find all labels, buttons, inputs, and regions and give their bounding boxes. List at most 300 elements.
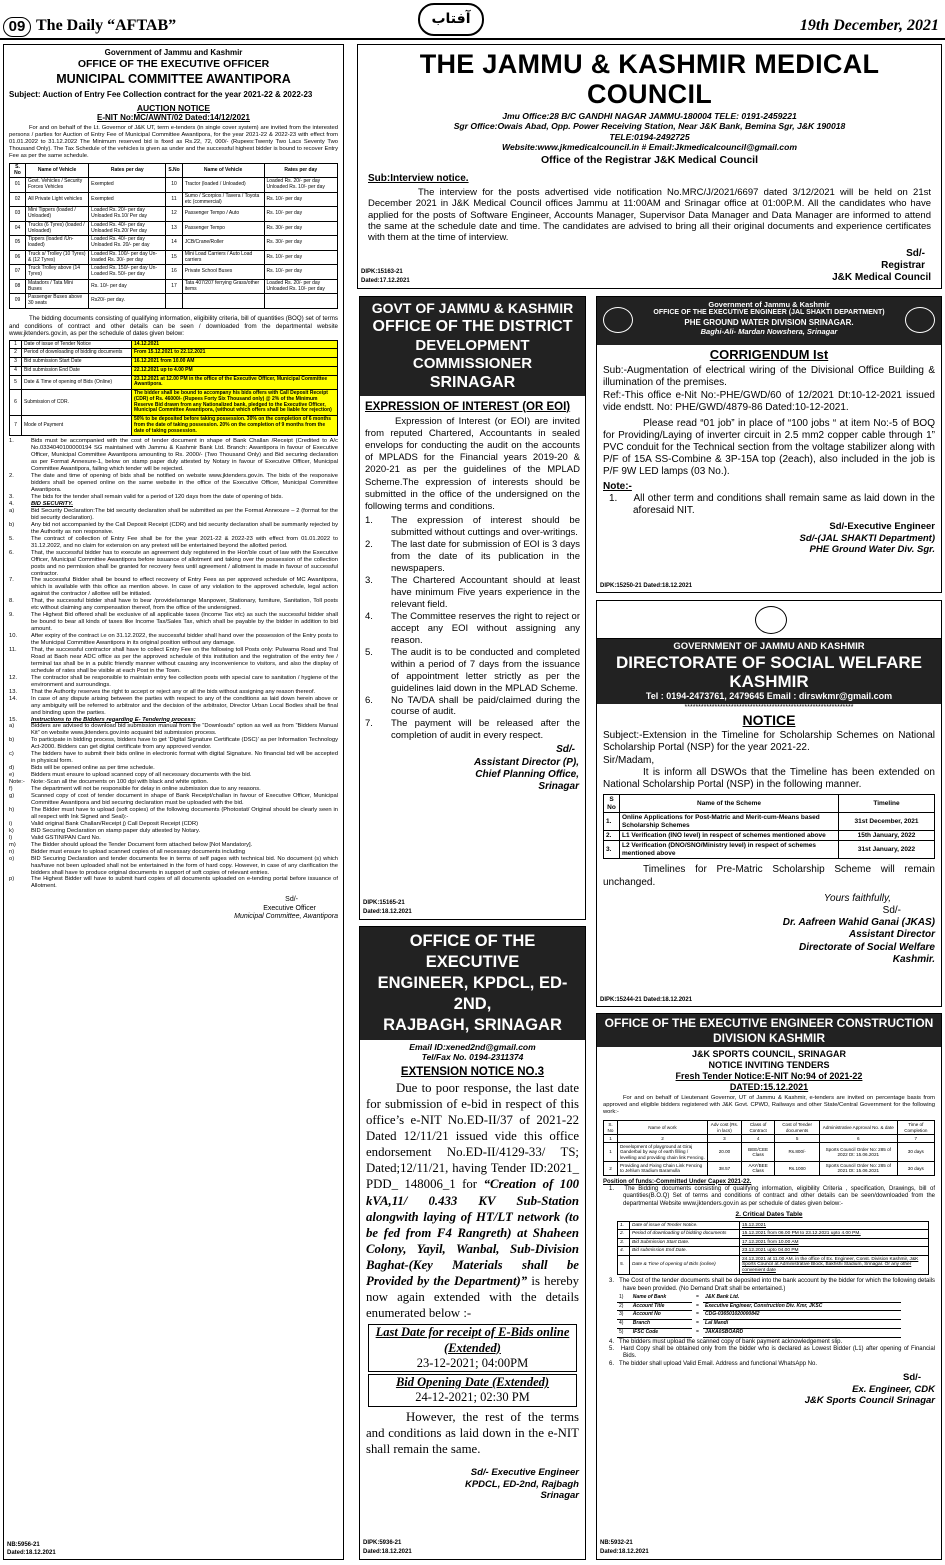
condition-num: a) <box>9 723 15 730</box>
ad5-header <box>597 639 941 704</box>
critical-dates-cell: 15.12.2021 from 06.00 PM to 23.12.2021 upto 4.00 PM. <box>740 1230 929 1239</box>
table-row <box>10 221 338 236</box>
table-row <box>10 416 338 436</box>
eoi-term-item <box>365 539 580 575</box>
vehicle-table-header: Rates per day <box>264 163 338 178</box>
table-row <box>618 1230 929 1239</box>
dates-table-cell: Bid submission End Date <box>22 366 132 375</box>
condition-item <box>9 828 338 835</box>
condition-item <box>9 675 338 689</box>
vehicle-table-header: Rates per day <box>89 163 166 178</box>
table-row <box>617 1328 901 1337</box>
bank-details-cell: Name of Bank <box>631 1294 692 1302</box>
timeline-table-cell: 1. <box>604 813 620 831</box>
eoi-term-item <box>365 647 580 695</box>
ad7-bank-table-wrap <box>617 1294 901 1338</box>
ad3-sign-office: Chief Planning Office, <box>475 768 579 780</box>
vehicle-table-cell: Mini Load Carriers / Auto Load carriers <box>182 250 264 265</box>
critical-dates-cell: 1. <box>618 1221 630 1230</box>
dates-table-cell: 16.12.2021 from 10.00 AM <box>132 358 338 367</box>
bank-details-cell: = <box>695 1294 699 1301</box>
vehicle-table-cell: JCB/Crane/Roller <box>182 236 264 251</box>
ad7-pos: Position of funds:-Committed Under Capex 2021-22. <box>603 1178 752 1185</box>
vehicle-table-cell: 04 <box>10 221 26 236</box>
ad7-p4-wrap <box>603 1339 935 1346</box>
condition-num: 10. <box>9 633 18 640</box>
ad4-ref: Ref:-This office e-Nit No:-PHE/GWD/60 of 12/2021 Dt:10-12-2021 issued vide endstt. No: PHE/GWD/4879-86 Dated:10-12-2021. <box>603 390 935 414</box>
ad5-dipk: DIPK:15244-21 Dated:18.12.2021 <box>600 996 693 1003</box>
ad6-body-wrap <box>366 1080 579 1322</box>
condition-num: p) <box>9 876 15 883</box>
ad1-committee: MUNICIPAL COMMITTEE AWANTIPORA <box>56 71 291 86</box>
ad7-p1: The Bidding documents consisting of qualifying information, eligibility Criteria , specification, Drawings, bill of quantities(B.O.Q) Set of terms and conditions of contract and other details can be seen/downloaded from the departmental Website www.jktenders.gov.in as per schedule of dates given below:- <box>623 1185 935 1207</box>
vehicle-table-cell: Rs. 10/- per day <box>264 192 338 207</box>
condition-num: f) <box>9 786 13 793</box>
table-row <box>604 1162 935 1176</box>
ad1-sign-title: Executive Officer <box>263 904 316 912</box>
ad2-line4: Website:www.jkmedicalcouncil.in # Email:Jkmedicalcouncil@gmail.com <box>502 142 797 153</box>
condition-item <box>9 494 338 501</box>
ad7-h5: Fresh Tender Notice:E-NIT No:94 of 2021-22 <box>675 1071 863 1082</box>
condition-text: Bidders must ensure to upload scanned copy of all necessary documents with the bid. <box>31 772 252 779</box>
vehicle-table-cell: 14 <box>166 236 182 251</box>
eoi-term-text: The Committee reserves the right to reject or accept any EOI without assigning any reason. <box>391 610 580 646</box>
ad3-h1: GOVT OF JAMMU & KASHMIR <box>371 300 574 316</box>
ad7-p6: The bidder shall upload Valid Email. Address and functional WhatsApp No. <box>619 1360 818 1367</box>
vehicle-table-cell: Private School Buses <box>182 265 264 280</box>
condition-text: That, the successful contractor shall have to collect Entry Fee on the following toll Posts only: Pulwama Road and Tral Road at Baoh near ADC office as per the approved schedule of this institution and the registration of the entry fee / terminal tax shall be in a public friendly manner without causing any inconvenience to visitors, and also the display of schedule of rates shall be visible at each Post in the Town. <box>31 647 338 674</box>
condition-num: o) <box>9 855 15 862</box>
condition-item <box>9 508 338 522</box>
condition-num: k) <box>9 827 14 834</box>
condition-text: The contract of collection of Entry Fee shall be for the year 2021-22 & 2022-23 with effect from 01.01.2022 to 31.12.2022, and no claim for extension on any pretext will be entertained beyond the allotted period. <box>31 535 338 549</box>
condition-num: g) <box>9 793 15 800</box>
table-row <box>617 1320 901 1329</box>
ad6-work: “Creation of 100 kVA,11/ 0.433 KV Sub-Station alongwith laying of HT/LT network (to be fed from F4 Rangreth) at Shaheen Colony, Yayil, Wanbal, Sub-Division Baghat-(Key Materials shall be Provided by the Department)” <box>366 1177 579 1289</box>
vehicle-table-cell: Rs. 10/- per day <box>264 207 338 222</box>
works-table-colnum: 5 <box>775 1134 820 1142</box>
vehicle-table-cell: Matadors / Tata Mini Buses <box>26 279 89 294</box>
dates-table-cell: Submission of CDR. <box>22 390 132 416</box>
dates-table-cell: 4 <box>10 366 22 375</box>
ad6-header <box>360 927 585 1040</box>
condition-num: 3. <box>9 494 14 501</box>
vehicle-table-cell: 17 <box>166 279 182 294</box>
ad2-sign-sd: Sd/- <box>906 247 925 259</box>
ad4-h2: OFFICE OF THE EXECUTIVE ENGINEER (JAL SHAKTI DEPARTMENT) <box>653 309 885 317</box>
condition-num: 5. <box>9 535 14 542</box>
condition-num: m) <box>9 841 16 848</box>
condition-item <box>9 793 338 807</box>
eoi-term-num: 3. <box>365 574 373 586</box>
condition-text: Scanned copy of cost of tender document in shape of Bank Receipt/challan in favour of Executive Officer, Municipal Committee Awantipora and bid securing declaration must be uploaded with the bid. <box>31 793 338 806</box>
ad4-sign1: Sd/-Executive Engineer <box>829 521 935 533</box>
condition-item <box>9 779 338 786</box>
works-table-header: Time of Completion <box>897 1121 934 1135</box>
timeline-table-cell: 31st December, 2021 <box>839 813 935 831</box>
works-table-colnum: 3 <box>707 1134 741 1142</box>
table-row <box>10 178 338 193</box>
bank-details-cell: 2) <box>617 1302 631 1311</box>
dates-table-cell: From 15.12.2021 to 22.12.2021 <box>132 349 338 358</box>
condition-text: Bidders are advised to download bid submission manual from the “Downloads” option as well as from “Bidders Manual Kit” on website www.jktenders.gov.into acquaint bid submission process. <box>31 723 338 737</box>
table-row <box>618 1255 929 1275</box>
ad7-dated: Dated:18.12.2021 <box>600 1548 649 1555</box>
ad7-p1-wrap <box>603 1186 935 1208</box>
bank-details-table <box>617 1294 901 1338</box>
critical-dates-cell: Period of downloading of bidding documents <box>630 1230 740 1239</box>
ad5-stars: ************************************************************** <box>684 703 854 711</box>
condition-item <box>9 501 338 508</box>
eoi-term-num: 2. <box>365 538 373 550</box>
ad3-terms-list <box>365 515 580 742</box>
ad4-note1 <box>603 493 935 517</box>
eoi-term-num: 7. <box>365 718 373 730</box>
condition-num: c) <box>9 751 14 758</box>
ad6-body: Due to poor response, the last date for submission of e-bid in respect of this office’s e-NIT No.ED-II/37 of 2021-22 Dated 12/11/21 issued vide this office endorsement No.ED-II/4129-33/ TS; Dated;12/11/21, having Tender ID:2021_ PDD_ 148006_1 for <box>366 1080 579 1192</box>
condition-item <box>9 723 338 737</box>
ad7-header <box>597 1014 941 1047</box>
vehicle-table-cell: Tippers (loaded /Un-loaded) <box>26 236 89 251</box>
table-row <box>10 390 338 416</box>
table-row <box>617 1311 901 1320</box>
critical-dates-cell: Bid Submission Start Date. <box>630 1238 740 1247</box>
condition-item <box>9 612 338 633</box>
ad6-dipk: DIPK:5936-21 <box>363 1539 402 1546</box>
ad7-p4: The bidders must upload the scanned copy of bank payment acknowledgement slip. <box>619 1338 843 1345</box>
ad6-end: However, the rest of the terms and conditions as laid down in the e-NIT shall remain the same. <box>366 1409 579 1456</box>
dates-table-cell: The bidder shall be bound to accompany his bids offers with Call Deposit Receipt (CDR) of Rs. 46000/- (Rupees Forty Six Thousand only) @ 2% of the Minimum Reserve Bid drawn from any Nationalized bank, pledged to the Executive Officer, Municipal Committee Awantipora, (without which offers shall be liable for rejection) <box>132 390 338 416</box>
dates-table-cell: 14.12.2021 <box>132 340 338 349</box>
critical-dates-cell: 23.12.2021 upto 04.00 PM <box>740 1247 929 1256</box>
ad-medical-council <box>357 44 942 289</box>
ad4-body: Please read “01 job” in place of “100 jobs “ at item No:-5 of BOQ for Providing/Laying of inverter circuit in 2.5 mm2 copper cable through 1” PVC conduit for the Technical section from the voltage stabilizer along with P/F of 15A SS-Combine & 3P-15A top (2each), also included in the job is P/F 9W LED lamps (03 No.). <box>603 417 935 478</box>
vehicle-table-header: Name of Vehicle <box>26 163 89 178</box>
works-table-cell: Sports Council Order No: 285 of 2022 Dt: 15.06.2021 <box>819 1143 897 1162</box>
condition-text: The Highest Bidder will have to submit hard copies of all documents uploaded on e-tending portal before issuance of Allotment. <box>31 876 338 890</box>
eoi-term-num: 5. <box>365 646 373 658</box>
ad3-h2: OFFICE OF THE DISTRICT <box>372 318 573 336</box>
condition-item <box>9 856 338 877</box>
condition-num: b) <box>9 521 15 528</box>
ad5-h3: Tel : 0194-2473761, 2479645 Email : dirswkmr@gmail.com <box>645 690 893 701</box>
vehicle-table-cell: Tata 407/207 ferrying Grass/other items <box>182 279 264 294</box>
ad4-sign3: PHE Ground Water Div. Sgr. <box>809 544 935 556</box>
bank-details-cell: 5) <box>617 1328 631 1337</box>
condition-item <box>9 876 338 890</box>
works-table-cell: 2 <box>604 1162 618 1176</box>
bank-details-cell: Account Title <box>631 1302 692 1311</box>
ad1-nb: NB:5956-21 <box>7 1541 40 1548</box>
vehicle-rates-table <box>9 163 338 309</box>
bank-details-cell: J&K Bank Ltd. <box>703 1294 901 1302</box>
vehicle-table-cell: Tractor (loaded / Unloaded) <box>182 178 264 193</box>
condition-item <box>9 849 338 856</box>
vehicle-table-header: Name of Vehicle <box>182 163 264 178</box>
condition-item <box>9 696 338 717</box>
condition-num: 15. <box>9 716 18 723</box>
works-table-header: Adv cost (Rs. in lacs) <box>707 1121 741 1135</box>
eoi-term-text: The Chartered Accountant should at least have minimum Five years experience in the relevant field. <box>391 574 580 610</box>
eoi-term-text: The expression of interest should be submitted without cuttings and over-writings. <box>391 514 580 538</box>
condition-text: BID SECURITY. <box>31 500 73 507</box>
dates-table-cell: 6 <box>10 390 22 416</box>
bank-details-cell: = <box>695 1311 699 1318</box>
ad6-sign1: Sd/- Executive Engineer <box>470 1466 579 1478</box>
ad2-dated: Dated:17.12.2021 <box>361 277 410 284</box>
condition-num: h) <box>9 806 15 813</box>
condition-num: e) <box>9 772 15 779</box>
works-table-colnum: 4 <box>741 1134 774 1142</box>
scholarship-timeline-table <box>603 794 935 859</box>
critical-dates-cell: 3. <box>618 1238 630 1247</box>
ad3-dated: Dated:18.12.2021 <box>363 908 412 915</box>
eoi-term-text: The audit is to be conducted and completed within a period of 7 days from the issuance of appointment letter strictly as per the guidelines laid down in the MPLAD Scheme. <box>391 646 580 694</box>
ad7-h2: DIVISION KASHMIR <box>712 1030 825 1045</box>
ad6-b2-value: 24-12-2021; 02:30 PM <box>415 1390 530 1405</box>
dates-table-cell: 50% to be deposited before taking possession. 30% on the completion of 6 months from the date of taking possession. 20% on the completion of 9 months from the date of taking possession. <box>132 416 338 436</box>
vehicle-table-cell: 16 <box>166 265 182 280</box>
condition-num: 2. <box>9 473 14 480</box>
works-table-cell: 38.57 <box>707 1162 741 1176</box>
vehicle-table-cell: Loaded Rs. 20/- per day Unloaded Rs.10/ Per day <box>89 207 166 222</box>
condition-text: That the Authority reserves the right to accept or reject any or all the bids without assigning any reason thereof. <box>31 688 316 695</box>
vehicle-table-cell: 06 <box>10 250 26 265</box>
ad-municipal-committee <box>3 44 344 1560</box>
vehicle-table-cell: Passenger Tempo / Auto <box>182 207 264 222</box>
eoi-term-item <box>365 515 580 539</box>
vehicle-table-cell: Loaded Rs. 100/- per day Un-loaded Rs. 30/- per day <box>89 250 166 265</box>
dates-table-cell: 2 <box>10 349 22 358</box>
ad3-header <box>360 297 585 396</box>
table-row <box>618 1221 929 1230</box>
ad6-h2: ENGINEER, KPDCL, ED-2ND, <box>377 974 568 1013</box>
ad7-works-table-wrap <box>603 1120 935 1175</box>
vehicle-table-cell: 12 <box>166 207 182 222</box>
table-row <box>10 207 338 222</box>
bank-details-cell: Branch <box>631 1320 692 1329</box>
table-row <box>10 366 338 375</box>
table-row <box>10 265 338 280</box>
ad7-h1: OFFICE OF THE EXECUTIVE ENGINEER CONSTRUCTION <box>604 1016 934 1030</box>
ad3-sign-place: Srinagar <box>538 780 579 792</box>
condition-text: The Bidder must have to upload (soft copies) of the following documents (Photostat/ Original should be clearly seen in all respect with Ink Signed and Seal):- <box>31 806 338 820</box>
ad2-title: THE JAMMU & KASHMIR MEDICAL COUNCIL <box>419 49 880 109</box>
ad4-h3: PHE GROUND WATER DIVISION SRINAGAR. <box>684 317 854 327</box>
table-row <box>617 1294 901 1302</box>
ad2-dipk: DIPK:15163-21 <box>361 268 403 275</box>
schedule-dates-table <box>9 340 338 437</box>
ad5-sign4: Assistant Director <box>848 929 935 941</box>
vehicle-table-cell: Loaded Rs. 150/- per day Un-Loaded Rs. 50/- per day <box>89 265 166 280</box>
works-table-cell: Providing and Fixing Chain Link Fencing to Jehlum Stadium Baramulla <box>617 1162 707 1176</box>
ad5-sign3: Dr. Aafreen Wahid Ganai (JKAS) <box>782 917 935 929</box>
timeline-table-cell: 15th January, 2022 <box>839 830 935 840</box>
ad7-nb: NB:5932-21 <box>600 1539 633 1546</box>
vehicle-table-cell: 09 <box>10 294 26 309</box>
table-row <box>618 1247 929 1256</box>
ad5-sign1: Yours faithfully, <box>823 892 891 904</box>
condition-item <box>9 835 338 842</box>
condition-text: After expiry of the contract i.e on 31.12.2022, the successful bidder shall hand over the possession of the Entry posts to the Municipal Committee Awantipora in its original position without any damage. <box>31 633 338 647</box>
ad4-note1-text: All other term and conditions shall remain same as laid down in the aforesaid NIT. <box>633 492 935 516</box>
condition-item <box>9 772 338 779</box>
ad6-dated: Dated:18.12.2021 <box>363 1548 412 1555</box>
condition-text: Bids must be accompanied with the cost of tender document in shape of Bank Challan /Receipt (Credited to A/c No.0334040100000194 SG maintained with Jammu & Kashmir Bank Ltd. Branch: Awantipora in favour of Executive Officer, Municipal Committee Awantipora amounting to Rs. 2000/- (Two Thousand Only) and Bid securing declaration as per Format Annexure-1, below on stamp paper duly attested by Notary in favour of Executive Officer, Municipal Committee Awantipora, failing which tender will be rejected. <box>31 438 338 473</box>
ad7-critical-table-wrap <box>617 1221 929 1276</box>
condition-num: i) <box>9 820 13 827</box>
condition-item <box>9 751 338 765</box>
condition-num: 8. <box>9 598 14 605</box>
timeline-table-cell: Online Applications for Post-Matric and Merit-cum-Means based Scholarship Schemes <box>620 813 839 831</box>
condition-item <box>9 765 338 772</box>
ad4-h1: Government of Jammu & Kashmir <box>708 300 830 309</box>
ad6-date-box-2 <box>368 1374 577 1407</box>
vehicle-table-cell: Govt. Vehicles / Security Forces Vehicles <box>26 178 89 193</box>
eoi-term-num: 4. <box>365 610 373 622</box>
vehicle-table-cell: 02 <box>10 192 26 207</box>
ad6-sign2: KPDCL, ED-2nd, Rajbagh <box>464 1478 579 1490</box>
ad1-conditions-list <box>9 438 338 890</box>
ad1-sign-sd: Sd/- <box>285 896 298 904</box>
condition-text: The Bidder should upload the Tender Document form attached below [Not Mandatory]. <box>31 841 253 848</box>
works-table-cell: Development of playground at Giraj Ganderbal by way of earth filling / levelling and providing chain link Fencing. <box>617 1143 707 1162</box>
critical-dates-cell: 2. <box>618 1230 630 1239</box>
eoi-term-num: 1. <box>365 514 373 526</box>
table-row <box>604 830 935 840</box>
ad3-sign-title: Assistant Director (P), <box>473 756 579 768</box>
condition-text: That, the successful bidder shall have to bear /provide/arrange Manpower, Stationary, furniture, Sanitation, Toll posts etc without claiming any compensation thereof, from the office of the undersigned. <box>31 598 338 612</box>
vehicle-table-cell: Rs. 10/- per day <box>89 279 166 294</box>
table-row <box>10 349 338 358</box>
critical-dates-cell: Date & Time of opening of Bids (online) <box>630 1255 740 1275</box>
condition-item <box>9 550 338 578</box>
timeline-table-cell: 31st January, 2022 <box>839 841 935 859</box>
ad1-bidding-docs: The bidding documents consisting of qualifying information, eligibility criteria, bill of quantities (BOQ) set of terms and conditions of contract and other details can be seen / downloaded from the departmental website www.jktenders.gov.in, as per the schedule of dates given below: <box>9 314 338 338</box>
condition-num: 7. <box>9 577 14 584</box>
ad7-p4-num: 4. <box>609 1338 615 1345</box>
ad1-gov: Government of Jammu and Kashmir <box>104 48 243 57</box>
works-table-cell: Rs.1000 <box>775 1162 820 1176</box>
vehicle-table-cell: Passenger Buses above 30 seats <box>26 294 89 309</box>
bank-details-cell: Account No <box>631 1311 692 1320</box>
condition-num: 9. <box>9 612 14 619</box>
ad6-title: EXTENSION NOTICE NO.3 <box>400 1065 545 1078</box>
works-table-header: S. No <box>604 1121 618 1135</box>
condition-text: Bid Security Declaration:The bid security declaration shall be submitted as per the Format Annexure – 2 (format for the bid security declaration). <box>31 507 338 521</box>
condition-num: 12. <box>9 674 18 681</box>
condition-num: 11. <box>9 647 17 653</box>
works-table-header: Administrative Approval No. & date <box>819 1121 897 1135</box>
vehicle-table-cell: Loaded Rs. 40/- per day Unloaded Rs.20/ Per day <box>89 221 166 236</box>
ad-social-welfare <box>596 600 942 1007</box>
dates-table-cell: Bid submission Start Date <box>22 358 132 367</box>
ad-sports-council <box>596 1013 942 1560</box>
ad2-line5: Office of the Registrar J&K Medical Council <box>540 153 759 166</box>
condition-num: 13. <box>9 688 18 695</box>
vehicle-table-cell: Rs. 30/- per day <box>264 221 338 236</box>
ad2-sub: Sub:Interview notice. <box>368 172 469 184</box>
vehicle-table-cell: 05 <box>10 236 26 251</box>
timeline-table-cell: 2. <box>604 830 620 840</box>
vehicle-table-cell: Rs. 10/- per day <box>264 265 338 280</box>
ad1-sign-office: Municipal Committee, Awantipora <box>234 913 338 921</box>
condition-text: Instructions to the Bidders regarding E- Tendering process: <box>31 716 196 723</box>
condition-num: l) <box>9 834 13 841</box>
page-number: 09 <box>3 17 31 37</box>
works-table-colnum: 1 <box>604 1134 618 1142</box>
ad4-note: Note:- <box>603 480 632 492</box>
vehicle-table-cell: Mini Tippers (loaded / Unloaded) <box>26 207 89 222</box>
vehicle-table-cell: 15 <box>166 250 182 265</box>
ad5-table-wrap <box>603 794 935 859</box>
table-row <box>10 358 338 367</box>
ad6-b2-title: Bid Opening Date (Extended) <box>395 1375 550 1390</box>
ad3-intro: Expression of Interest (or EOI) are invited from reputed Chartered, Accountants in sealed envelops for conducting the audit on the accounts of MPLADS for the Financial years 2019-20 & 2020-21 as per the guidelines of the MPLAD Scheme.The expression of interests should be submitted in the office of the undersigned on the following terms and conditions. <box>365 415 580 512</box>
bank-details-cell: JAKA0SBOARD <box>703 1328 901 1337</box>
works-table-cell: BEE/CEE Class <box>741 1143 774 1162</box>
condition-item <box>9 536 338 550</box>
vehicle-table-cell: 03 <box>10 207 26 222</box>
condition-item <box>9 737 338 751</box>
table-row <box>10 236 338 251</box>
condition-num: n) <box>9 848 15 855</box>
ad6-email: Email ID:xened2nd@gmail.com <box>409 1042 536 1052</box>
eoi-term-item <box>365 718 580 742</box>
vehicle-table-cell: Loaded Rs. 40/- per day Unloaded Rs. 20/- per day <box>89 236 166 251</box>
works-table-header: Name of work <box>617 1121 707 1135</box>
condition-num: d) <box>9 765 15 772</box>
header-rule <box>0 38 945 40</box>
condition-text: BID Securing Declaration on stamp paper duly attested by Notary. <box>31 827 201 834</box>
vehicle-table-cell: Trucks (6 Tyres) (loaded / Unloaded) <box>26 221 89 236</box>
bank-details-cell: 3) <box>617 1311 631 1320</box>
ad1-dated: Dated:18.12.2021 <box>7 1549 56 1556</box>
eoi-term-num: 6. <box>365 694 373 706</box>
timeline-table-header: S No <box>604 795 620 813</box>
ad1-office: OFFICE OF THE EXECUTIVE OFFICER <box>77 57 270 70</box>
condition-num: Note:- <box>9 779 25 786</box>
jk-emblem-icon <box>603 307 633 333</box>
condition-item <box>9 598 338 612</box>
works-table-cell: AAY/BEE Class <box>741 1162 774 1176</box>
ad3-h4: SRINAGAR <box>429 374 516 392</box>
vehicle-table-cell: Loaded Rs. 20/- per day Unloaded Rs. 10/- per day <box>264 279 338 294</box>
bank-details-cell: CDG-036501020000842 <box>703 1311 901 1320</box>
ad5-sign2: Sd/- <box>882 904 901 916</box>
condition-item <box>9 438 338 473</box>
ad4-h4: Baghi-Ali- Mardan Nowshera, Srinagar <box>700 327 838 337</box>
critical-dates-table <box>617 1221 929 1276</box>
critical-dates-cell: 15.12.2021 <box>740 1221 929 1230</box>
condition-num: 6. <box>9 549 14 556</box>
ad4-sub: Sub:-Augmentation of electrical wiring of the Divisional Office Building & illumination of the premises. <box>603 364 935 389</box>
ad3-sign-sd: Sd/- <box>556 744 575 756</box>
ad5-body: It is inform all DSWOs that the Timeline has been extended on National Scholarship Portal (NSP) in the following manner. <box>603 766 935 790</box>
ad6-tel: Tel/Fax No. 0194-2311374 <box>421 1052 524 1063</box>
table-row <box>604 813 935 831</box>
jal-shakti-logo-icon <box>905 307 935 333</box>
timeline-table-cell: L1 Verification (INO level) in respect of schemes mentioned above <box>620 830 839 840</box>
ad4-note1-num: 1. <box>609 492 634 504</box>
ad6-b1-title: Last Date for receipt of E-Bids online (Extended) <box>375 1325 570 1355</box>
table-row <box>604 841 935 859</box>
dates-table-cell: 7 <box>10 416 22 436</box>
ad6-body2: is hereby now again extended with the details enumerated below :- <box>366 1274 579 1321</box>
critical-dates-cell: 17.12.2021 from 10.00 AM <box>740 1238 929 1247</box>
ad5-title: NOTICE <box>742 712 796 729</box>
eoi-term-text: The last date for submission of EOI is 3 days from the date of its publication in the newspapers. <box>391 538 580 574</box>
